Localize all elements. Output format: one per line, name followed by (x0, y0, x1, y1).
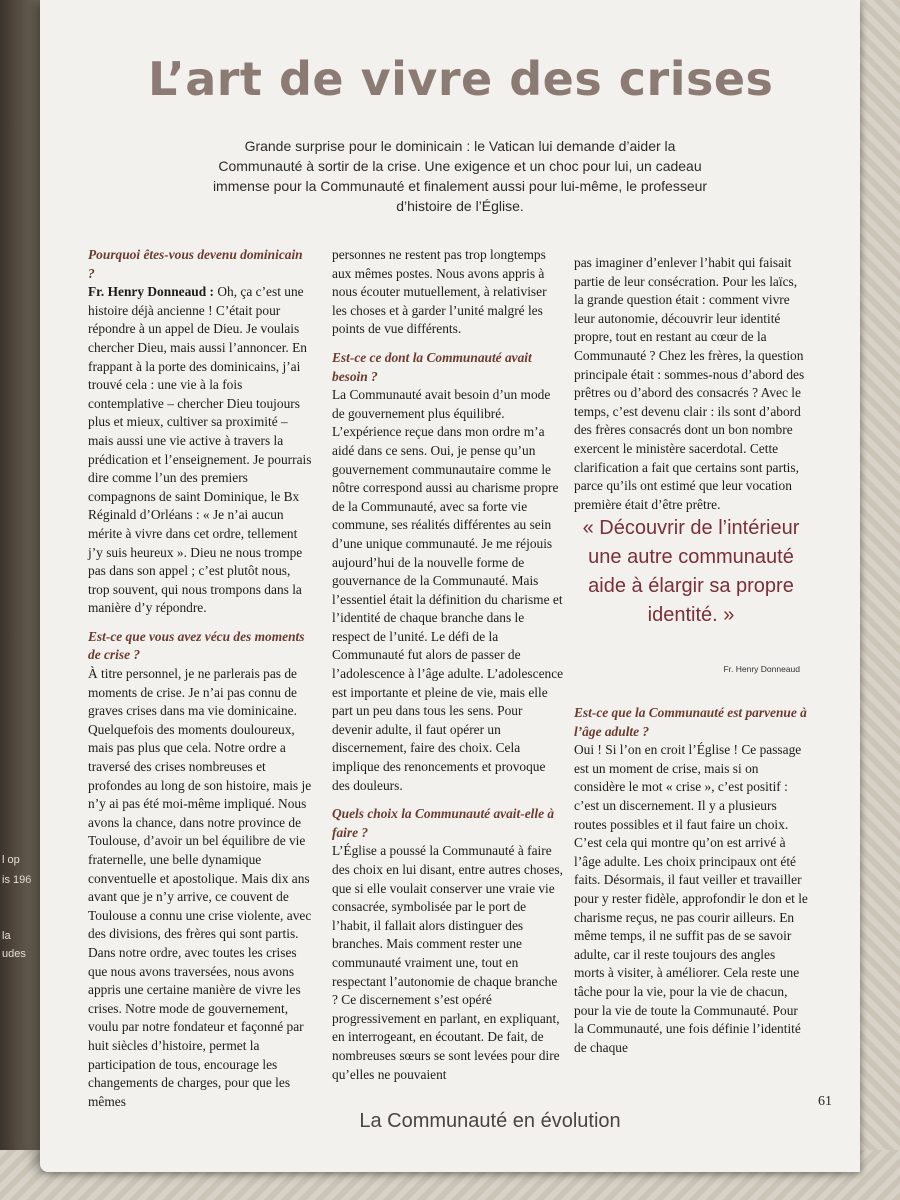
answer: pas imaginer d’enlever l’habit qui faisait partie de leur consécration. Pour les laïcs, la grande question était : comment vivre leur autonomie, découvrir leur identité propre, tout en restant au cœur de la Communauté ? Chez les frères, la question principale était : sommes-nous d’abord des prêtres ou d’abord des consacrés ? Avec le temps, c’est devenu clair : ils sont d’abord des frères consacrés dont un bon nombre exercent le ministère sacerdotal. Cette clarification a fait que certains sont partis, parce qu’ils ont estimé que leur vocation première était d’être prêtre. (574, 255, 805, 512)
answer-text: Oh, ça c’est une histoire déjà ancienne ! C’était pour répondre à un appel de Dieu. Je voulais chercher Dieu, mais aussi l’annoncer. En frappant à la porte des dominicains, j’ai trouvé cela : une vie à la fois contemplative – chercher Dieu toujours plus et mieux, cultiver sa proximité – mais aussi une vie active à travers la prédication et l’enseignement. Je pourrais dire comme l’un des premiers compagnons de saint Dominique, le Bx Réginald d’Orléans : « Je n’ai aucun mérite à vivre dans cet ordre, tellement j’y suis heureux ». Dieu ne nous trompe pas dans son appel ; c’est plutôt nous, trop souvent, qui nous trompons dans la manière d’y répondre. (88, 284, 312, 616)
column-1 (88, 246, 312, 1111)
answer: L’Église a poussé la Communauté à faire des choix en lui disant, entre autres choses, que si elle voulait conserver une vraie vie consacrée, symbolisée par le port de l’habit, il fallait alors distinguer des branches. Mais comment rester une communauté vraiment une, tout en respectant l’autonomie de chaque branche ? Ce discernement s’est opéré progressivement en parlant, en expliquant, en interrogeant, en écoutant. De fait, de nombreuses sœurs se sont levées pour dire qu’elles ne pouvaient (332, 843, 563, 1082)
answer: Dans notre ordre, avec toutes les crises que nous avons traversées, nous avons appris une certaine manière de vivre les crises. Notre mode de gouvernement, voulu par notre fondateur et façonné par huit siècles d’histoire, permet la participation de tous, encourage les changements de charges, pour que les mêmes (88, 944, 304, 1109)
question: Pourquoi êtes-vous devenu dominicain ? (88, 247, 303, 281)
answer: À titre personnel, je ne parlerais pas de moments de crise. Je n’ai pas connu de graves crises dans ma vie dominicaine. Quelquefois des moments douloureux, mais pas plus que cela. Notre ordre a traversé des crises nombreuses et profondes au long de son histoire, mais je n’y ai pas été moi-même impliqué. Nous avons la chance, dans notre province de Toulouse, d’avoir un bel équilibre de vie fraternelle, une belle dynamique conventuelle et apostolique. Mais dix ans avant que je n’y arrive, ce couvent de Toulouse a connu une crise violente, avec des divisions, des frères qui sont partis. (88, 666, 312, 942)
article-intro: Grande surprise pour le dominicain : le Vatican lui demande d’aider la Communauté à sortir de la crise. Une exigence et un choc pour lui, un cadeau immense pour la Communauté et finalement aussi pour lui-même, le professeur d’histoire de l’Église. (212, 138, 708, 214)
section-footer: La Communauté en évolution (359, 1110, 621, 1132)
question: Est-ce que la Communauté est parvenue à l’âge adulte ? (574, 705, 807, 739)
margin-text: is 196 (2, 874, 32, 886)
margin-text: l op (2, 854, 20, 866)
margin-text: udes (2, 948, 26, 960)
column-2 (332, 246, 564, 1084)
question: Est-ce ce dont la Communauté avait besoin ? (332, 349, 532, 384)
answer: personnes ne restent pas trop longtemps aux mêmes postes. Nous avons appris à nous écouter mutuellement, à relativiser les choses et à garder l’unité malgré les points de vue différents. (332, 247, 547, 337)
magazine-page (40, 0, 860, 1172)
answer: La Communauté avait besoin d’un mode de gouvernement plus équilibré. L’expérience reçue dans mon ordre m’a aidé dans ce sens. Oui, je pense qu’un gouvernement communautaire comme le nôtre correspond aussi au charisme propre de la Communauté, avec sa forte vie commune, ses réalités différentes au sein d’une unique communauté. Je me réjouis aujourd’hui de la nouvelle forme de gouvernance de la Communauté. Mais l’essentiel était la définition du charisme et l’identité de chaque branche dans le respect de l’unité. Le défi de la Communauté fut alors de passer de l’adolescence à l’âge adulte. L’adolescence est importante et pleine de vie, mais elle part un peu dans tous les sens. Pour devenir adulte, il faut opérer un discernement, faire des choix. Cela implique des renoncements et provoque des douleurs. (332, 387, 564, 793)
tablecloth-right (860, 0, 900, 1200)
margin-text: la (2, 930, 11, 942)
answer (88, 283, 312, 618)
speaker-name: Fr. Henry Donneaud : (88, 284, 214, 300)
pull-quote: « Découvrir de l’intérieur une autre communauté aide à élargir sa propre identité. » (582, 517, 800, 626)
question: Quels choix la Communauté avait-elle à faire ? (332, 806, 555, 840)
question: Est-ce que vous avez vécu des moments de crise ? (88, 628, 305, 663)
pull-quote-author: Fr. Henry Donneaud (723, 664, 800, 674)
answer: Oui ! Si l’on en croit l’Église ! Ce passage est un moment de crise, mais si on considère le mot « crise », c’est positif : c’est un discernement. Il y a plusieurs routes possibles et il faut faire un choix. C’est cela qui montre qu’on est arrivé à l’âge adulte. Les choix principaux ont été faits. Désormais, il faut veiller et travailler pour y rester fidèle, approfondir le don et le charisme reçus, ne pas courir ailleurs. En même temps, il ne suffit pas de se savoir adulte, car il reste toujours des angles morts à visiter, à améliorer. Cela reste une tâche pour la vie, pour la vie de chacun, pour la vie de toute la Communauté. Pour la Communauté, une fois définie l’identité de chaque (574, 742, 808, 1055)
column-3 (574, 254, 808, 514)
page-number: 61 (818, 1094, 832, 1109)
column-3-lower (574, 704, 808, 1057)
article-title: L’art de vivre des crises (148, 52, 774, 106)
